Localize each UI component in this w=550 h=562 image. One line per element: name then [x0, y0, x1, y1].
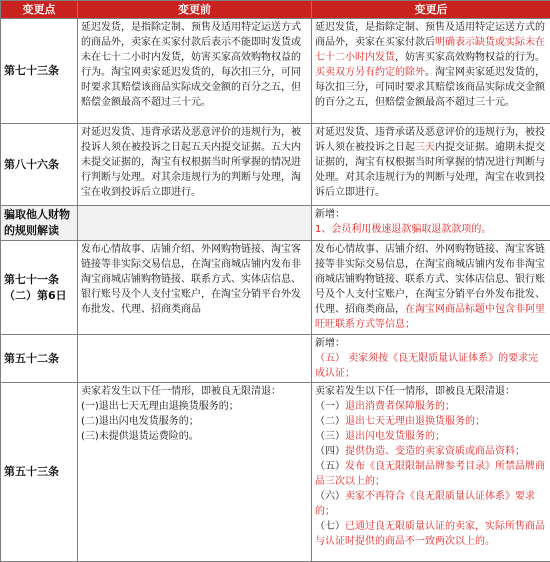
after-text: 对延迟发货、违背承诺及恶意评价的违规行为，被投诉人须在被投诉之日起: [315, 127, 545, 153]
after-highlight: 退出消费者保障服务的；: [345, 401, 455, 412]
header-before: 变更前: [78, 1, 312, 19]
after-cell: [312, 206, 550, 241]
after-cell: [312, 383, 550, 562]
clause-cell: 第七十三条: [1, 19, 78, 124]
after-highlight: 发布《良无限限制品牌参考目录》所禁品牌商品三次以上的；: [315, 461, 545, 487]
clause-cell: 第五十三条: [1, 383, 78, 562]
after-highlight: 卖家不再符合《良无限质量认证体系》要求的；: [315, 491, 535, 517]
table-row: [1, 241, 550, 335]
before-title: 卖家若发生以下任一情形，即被良无限清退：: [81, 384, 308, 399]
clause-cell: 第五十二条: [1, 335, 78, 383]
after-highlight: 退出闪电发货服务的；: [345, 431, 445, 442]
after-title: 新增：: [315, 336, 547, 351]
list-item: (二)退出闪电发货服务的；: [81, 414, 308, 429]
after-cell: [312, 335, 550, 383]
list-item: [315, 414, 547, 429]
after-highlight: （五） 卖家须按《良无限质量认证体系》的要求完成认证；: [315, 351, 547, 381]
list-number: （三）: [315, 431, 345, 442]
clause-cell: 骗取他人财物的规则解读: [1, 206, 78, 241]
after-highlight: 在淘宝网商品标题中包含非阿里旺旺联系方式等信息；: [315, 304, 545, 330]
list-number: （四）: [315, 446, 345, 457]
before-cell: [78, 335, 312, 383]
list-item: [315, 519, 547, 549]
after-text: 内提交证据。逾期未提交证据的，淘宝有权根据当时所掌握的情况进行判断与处理。对其余违规行为的判断与处理，淘宝在收到投诉后立即进行。: [315, 142, 545, 198]
list-number: （六）: [315, 491, 345, 502]
table-row: [1, 383, 550, 562]
after-highlight: 1、会员利用极速退款骗取退款款项的。: [315, 222, 547, 237]
table-row: [1, 124, 550, 206]
after-cell: [312, 124, 550, 206]
list-item: [315, 489, 547, 519]
header-change-point: 变更点: [1, 1, 78, 19]
table-row: [1, 19, 550, 124]
list-item: [315, 429, 547, 444]
before-cell: [78, 206, 312, 241]
after-text: ，妨害买家高效购物权益的行为。: [395, 52, 545, 63]
list-item: [315, 459, 547, 489]
after-highlight: 提供伪造、变造的卖家资质或商品资料；: [345, 446, 525, 457]
after-text: 发布心情故事、店铺介绍、外网购物链接、淘宝客链接等非实际交易信息，在淘宝商城店铺内发布非淘宝商城店铺购物链接、联系方式、实体店信息、银行账号及个人支付宝账户，在淘宝分销平台外发布批发、代理、招商类商品，: [315, 244, 545, 315]
list-number: （二）: [315, 416, 345, 427]
list-number: （一）: [315, 401, 345, 412]
clause-cell: 第七十一条（二）第6日: [1, 241, 78, 335]
after-text: 延迟发货，是指除定制、预售及适用特定运送方式的商品外，卖家在买家付款后: [315, 22, 545, 48]
list-number: （五）: [315, 461, 345, 472]
list-item: [315, 399, 547, 414]
after-text: 。淘宝网卖家延迟发货的，每次扣三分，可同时要求其赔偿该商品实际成交金额的百分之五，但赔偿金额最高不超过三十元。: [315, 67, 545, 108]
before-cell: 延迟发货，是指除定制、预售及适用特定运送方式的商品外，卖家在买家付款后表示不能即时发货或未在七十二小时内发货，妨害买家高效购物权益的行为。淘宝网卖家延迟发货的，每次扣三分，可同时要求其赔偿该商品实际成交金额的百分之五，但赔偿金额最高不超过三十元。: [78, 19, 312, 124]
after-highlight: 买卖双方另有约定的除外: [315, 67, 425, 78]
header-after: 变更后: [312, 1, 550, 19]
after-cell: [312, 241, 550, 335]
table-row: [1, 206, 550, 241]
after-title: 卖家若发生以下任一情形，即被良无限清退：: [315, 384, 547, 399]
before-cell: 发布心情故事、店铺介绍、外网购物链接、淘宝客链接等非实际交易信息，在淘宝商城店铺内发布非淘宝商城店铺购物链接、联系方式、实体店信息、银行账号及个人支付宝账户，在淘宝分销平台外发布批发、代理、招商类商品: [78, 241, 312, 335]
after-highlight: 明确表示缺货或实际未在七十二小时内发货: [315, 37, 545, 63]
table-row: [1, 335, 550, 383]
after-title: 新增：: [315, 207, 547, 222]
list-item: [315, 444, 547, 459]
after-cell: [312, 19, 550, 124]
after-highlight: 已通过良无限质量认证的卖家，实际所售商品与认证时提供的商品不一致两次以上的。: [315, 521, 545, 547]
list-number: （七）: [315, 521, 345, 532]
list-item: (三)未提供退货运费险的。: [81, 429, 308, 444]
before-cell: [78, 383, 312, 562]
after-highlight: 退出七天无理由退换货服务的；: [345, 416, 485, 427]
header-row: [1, 1, 550, 19]
list-item: (一)退出七天无理由退换货服务的；: [81, 399, 308, 414]
clause-cell: 第八十六条: [1, 124, 78, 206]
before-cell: 对延迟发货、违背承诺及恶意评价的违规行为，被投诉人须在被投诉之日起五天内提交证据。五大内未提交证据的，淘宝有权根据当时所掌握的情况进行判断与处理。对其余违规行为的判断与处理，淘宝在收到投诉后立即进行。: [78, 124, 312, 206]
after-highlight: 三天: [415, 142, 435, 153]
